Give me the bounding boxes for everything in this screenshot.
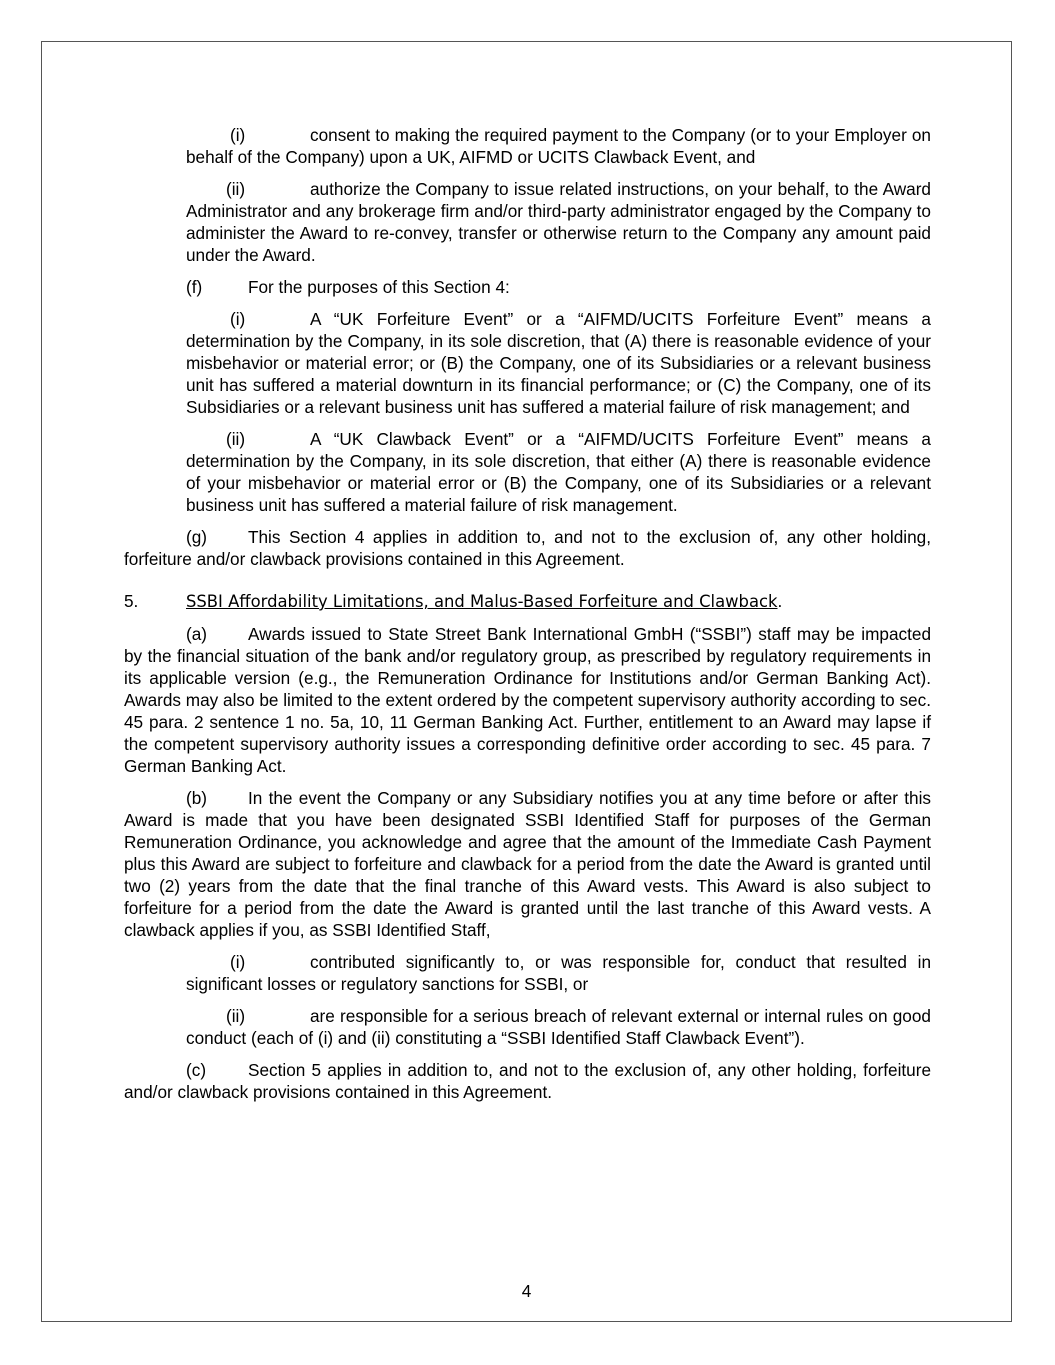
page-number: 4	[521, 1281, 532, 1301]
clause-text: Awards issued to State Street Bank International GmbH (“SSBI”) staff may be impacted by the financial situation of the bank and/or regulatory group, as prescribed by regulatory requirements in its applicable version (e.g., the Remuneration Ordinance for Institutions and/or German Banking Act). Awards may also be limited to the extent ordered by the competent supervisory authority according to sec. 45 para. 2 sentence 1 no. 5a, 10, 11 German Banking Act. Further, entitlement to an Award may lapse if the competent supervisory authority issues a corresponding definitive order according to sec. 45 para. 7 German Banking Act.	[124, 624, 931, 776]
clause-label: (a)	[186, 624, 208, 644]
clause-number: (ii)	[226, 179, 246, 199]
section-title: SSBI Affordability Limitations, and Malus-Based Forfeiture and Clawback	[186, 592, 778, 611]
document-page	[41, 41, 1012, 1322]
clause-4f-i	[186, 308, 931, 418]
clause-5a	[124, 623, 931, 777]
clause-4g	[124, 526, 931, 570]
clause-text: For the purposes of this Section 4:	[248, 277, 510, 297]
clause-label: (b)	[186, 788, 208, 808]
clause-number: (i)	[230, 952, 246, 972]
clause-number: (ii)	[226, 1006, 246, 1026]
document-body	[124, 124, 931, 1103]
clause-text: In the event the Company or any Subsidiary notifies you at any time before or after this Award is made that you have been designated SSBI Identified Staff for purposes of the German Remuneration Ordinance, you acknowledge and agree that the amount of the Immediate Cash Payment plus this Award are subject to forfeiture and clawback for a period from the date the Award is granted until two (2) years from the date that the final tranche of this Award vests. This Award is also subject to forfeiture for a period from the date the Award is granted until the last tranche of this Award vests. A clawback applies if you, as SSBI Identified Staff,	[124, 788, 931, 940]
clause-5b	[124, 787, 931, 941]
clause-4f	[186, 276, 931, 298]
clause-4e-ii	[186, 178, 931, 266]
clause-5c	[124, 1059, 931, 1103]
clause-text: A “UK Clawback Event” or a “AIFMD/UCITS Forfeiture Event” means a determination by the Company, in its sole discretion, that either (A) there is reasonable evidence of your misbehavior or material error or (B) the Company, one of its Subsidiaries or a relevant business unit has suffered a material failure of risk management.	[186, 429, 931, 515]
clause-text: This Section 4 applies in addition to, and not to the exclusion of, any other holding, forfeiture and/or clawback provisions contained in this Agreement.	[124, 527, 931, 569]
clause-label: (f)	[186, 277, 203, 297]
clause-4e-i	[186, 124, 931, 168]
clause-number: (i)	[230, 309, 246, 329]
clause-5b-ii	[186, 1005, 931, 1049]
section-title-period: .	[777, 591, 783, 611]
clause-number: (i)	[230, 125, 246, 145]
clause-text: are responsible for a serious breach of relevant external or internal rules on good conduct (each of (i) and (ii) constituting a “SSBI Identified Staff Clawback Event”).	[186, 1006, 931, 1048]
clause-label: (c)	[186, 1060, 207, 1080]
clause-text: Section 5 applies in addition to, and not to the exclusion of, any other holding, forfeiture and/or clawback provisions contained in this Agreement.	[124, 1060, 931, 1102]
clause-text: contributed significantly to, or was responsible for, conduct that resulted in significant losses or regulatory sanctions for SSBI, or	[186, 952, 931, 994]
clause-text: consent to making the required payment to the Company (or to your Employer on behalf of the Company) upon a UK, AIFMD or UCITS Clawback Event, and	[186, 125, 931, 167]
section-number: 5.	[124, 591, 139, 611]
clause-label: (g)	[186, 527, 208, 547]
clause-number: (ii)	[226, 429, 246, 449]
clause-5b-i	[186, 951, 931, 995]
clause-text: authorize the Company to issue related instructions, on your behalf, to the Award Administrator and any brokerage firm and/or third-party administrator engaged by the Company to administer the Award to re-convey, transfer or otherwise return to the Company any amount paid under the Award.	[186, 179, 931, 265]
section-5-heading	[124, 590, 931, 613]
clause-4f-ii	[186, 428, 931, 516]
clause-text: A “UK Forfeiture Event” or a “AIFMD/UCITS Forfeiture Event” means a determination by the Company, in its sole discretion, that (A) there is reasonable evidence of your misbehavior or material error; or (B) the Company, one of its Subsidiaries or a relevant business unit has suffered a material downturn in its financial performance; or (C) the Company, one of its Subsidiaries or a relevant business unit has suffered a material failure of risk management; and	[186, 309, 931, 417]
